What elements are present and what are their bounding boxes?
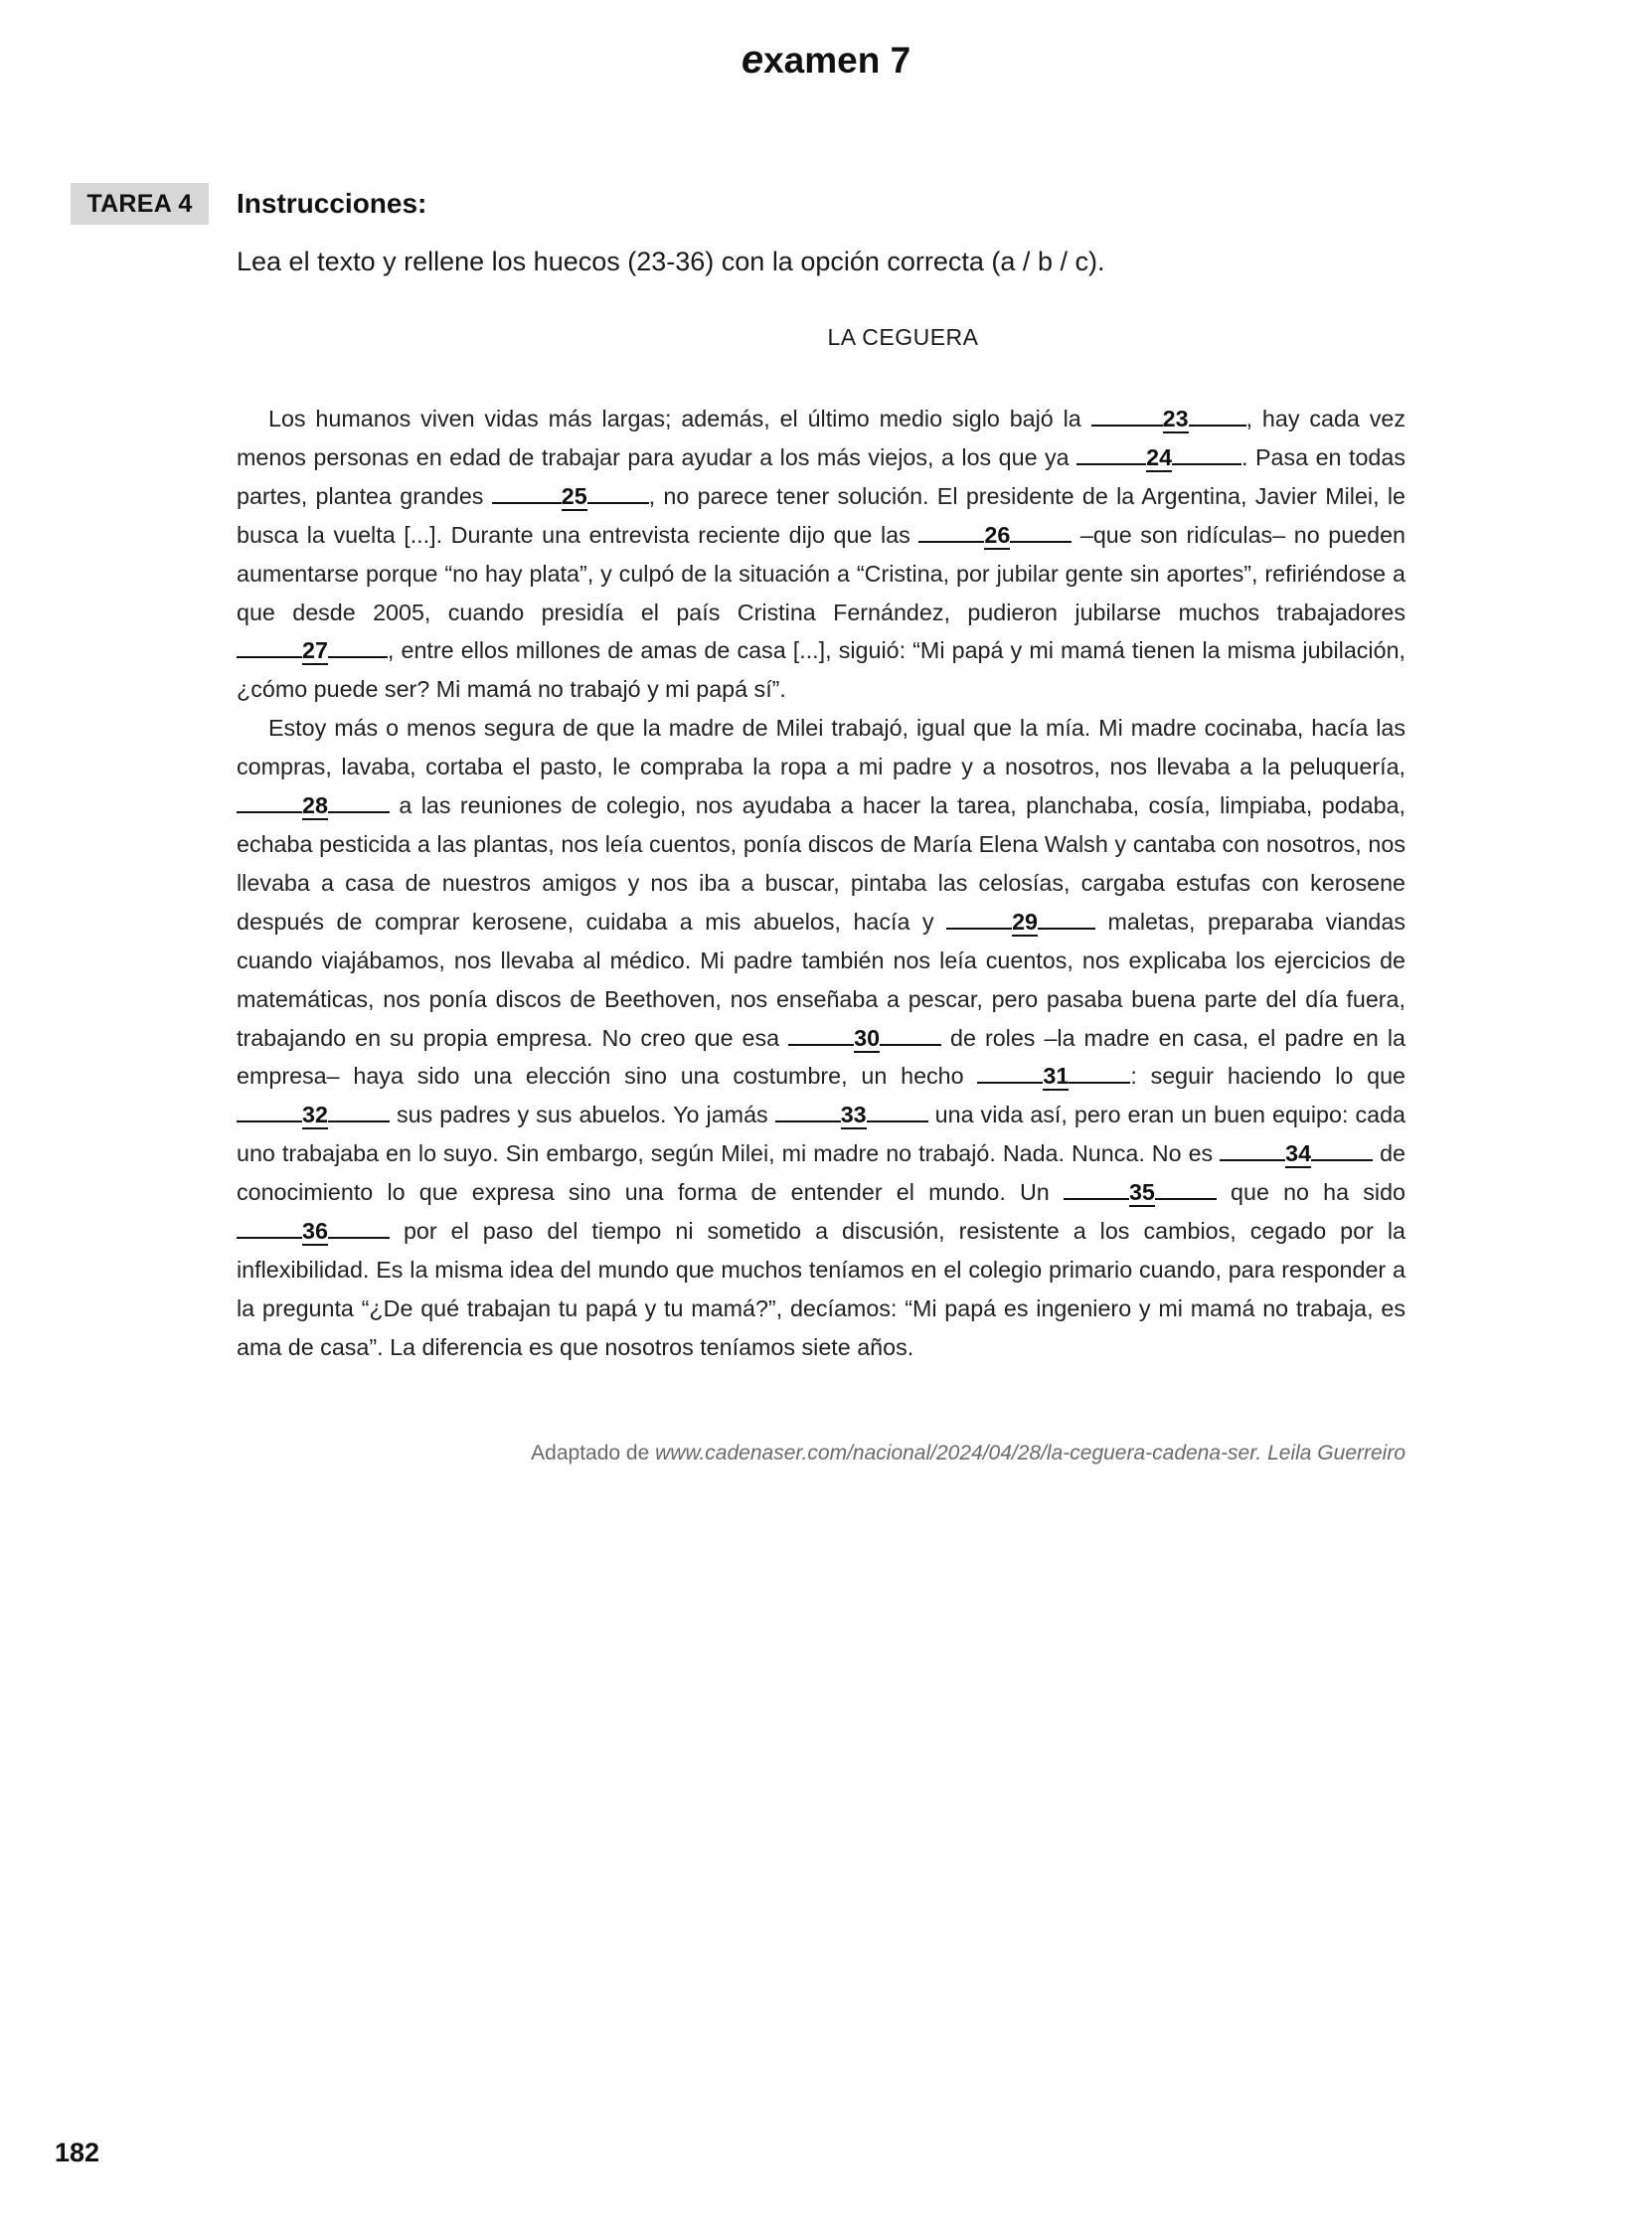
gap-number: 28	[302, 792, 328, 819]
text-segment: . Pasa en todas partes, plantea grandes	[237, 443, 1405, 509]
page-number: 182	[55, 2138, 100, 2167]
paragraph-2	[237, 709, 1405, 1366]
gap-number: 27	[302, 637, 328, 664]
gap-29[interactable]	[946, 909, 1095, 935]
instructions-text: Lea el texto y rellene los huecos (23-36) con la opción correcta (a / b / c).	[237, 247, 1105, 276]
gap-24[interactable]	[1076, 444, 1241, 470]
source-citation	[531, 1442, 1405, 1465]
passage-title: LA CEGUERA	[827, 324, 979, 350]
text-segment: Estoy más o menos segura de que la madre de Milei trabajó, igual que la mía. Mi madre cocinaba, hacía las compras, lavaba, cortaba el pasto, le compraba la ropa a mi padre y a nosotros, nos llevaba a la peluquería,	[237, 715, 1405, 780]
gap-number: 29	[1012, 908, 1038, 935]
passage	[237, 400, 1405, 1367]
text-segment: de roles –la madre en casa, el padre en la empresa– haya sido una elección sino una costumbre, un hecho	[237, 1024, 1406, 1090]
gap-30[interactable]	[788, 1025, 941, 1051]
text-segment: que no ha sido	[1216, 1179, 1406, 1206]
text-segment: Los humanos viven vidas más largas; además, el último medio siglo bajó la	[268, 406, 1091, 431]
source-prefix: Adaptado de	[531, 1442, 656, 1464]
gap-number: 35	[1128, 1179, 1155, 1206]
gap-28[interactable]	[237, 792, 390, 818]
text-segment: de conocimiento lo que expresa sino una forma de entender el mundo. Un	[237, 1140, 1406, 1206]
gap-31[interactable]	[977, 1063, 1130, 1089]
instructions-heading: Instrucciones:	[237, 188, 427, 219]
gap-34[interactable]	[1220, 1140, 1373, 1166]
gap-33[interactable]	[775, 1102, 928, 1127]
gap-number: 36	[302, 1218, 328, 1245]
text-segment: por el paso del tiempo ni sometido a discusión, resistente a los cambios, cegado por la inflexibilidad. Es la misma idea del mundo que muchos teníamos en el colegio primario cuando, para responder a la pregunta “¿De qué trabajan tu papá y tu mamá?”, decíamos: “Mi papá es ingeniero y mi mamá no trabaja, es ama de casa”. La diferencia es que nosotros teníamos siete años.	[237, 1218, 1405, 1360]
paragraph-1	[237, 400, 1405, 709]
gap-number: 34	[1285, 1140, 1312, 1167]
text-segment: sus padres y sus abuelos. Yo jamás	[389, 1102, 775, 1128]
page-title	[0, 38, 1652, 83]
text-segment: : seguir haciendo lo que	[1130, 1063, 1405, 1090]
title-text: xamen 7	[763, 40, 911, 81]
gap-27[interactable]	[237, 637, 388, 663]
gap-23[interactable]	[1091, 406, 1246, 431]
gap-number: 30	[854, 1024, 881, 1051]
text-segment: una vida así, pero eran un buen equipo: cada uno trabajaba en lo suyo. Sin embargo, según Milei, mi madre no trabajó. Nada. Nunca. No es	[237, 1102, 1405, 1167]
gap-number: 23	[1162, 406, 1189, 431]
gap-32[interactable]	[237, 1102, 390, 1127]
source-author: Leila Guerreiro	[1261, 1442, 1405, 1464]
text-segment: , hay cada vez menos personas en edad de trabajar para ayudar a los más viejos, a los que ya	[237, 406, 1405, 470]
gap-25[interactable]	[492, 483, 649, 509]
text-segment: a las reuniones de colegio, nos ayudaba a hacer la tarea, planchaba, cosía, limpiaba, podaba, echaba pesticida a las plantas, nos leía cuentos, ponía discos de María Elena Walsh y cantaba con nosotros, nos llevaba a casa de nuestros amigos y nos iba a buscar, pintaba las celosías, cargaba estufas con kerosene después de comprar kerosene, cuidaba a mis abuelos, hacía y	[237, 792, 1405, 935]
gap-number: 31	[1043, 1063, 1070, 1090]
gap-36[interactable]	[237, 1218, 390, 1244]
gap-number: 24	[1146, 443, 1173, 470]
text-segment: –que son ridículas– no pueden aumentarse porque “no hay plata”, y culpó de la situación a “Cristina, por jubilar gente sin aportes”, refiriéndose a que desde 2005, cuando presidía el país Cristina Fernández, pudieron jubilarse muchos trabajadores	[237, 521, 1405, 625]
source-url: www.cadenaser.com/nacional/2024/04/28/la-ceguera-cadena-ser.	[655, 1442, 1262, 1464]
task-label: TAREA 4	[71, 183, 209, 225]
gap-number: 26	[984, 521, 1011, 548]
text-segment: , entre ellos millones de amas de casa [...], siguió: “Mi papá y mi mamá tienen la misma jubilación, ¿cómo puede ser? Mi mamá no trabajó y mi papá sí”.	[237, 637, 1405, 703]
gap-number: 32	[302, 1102, 328, 1128]
gap-26[interactable]	[918, 522, 1072, 548]
brand-letter: e	[741, 38, 764, 82]
gap-35[interactable]	[1064, 1179, 1217, 1205]
text-segment: , no parece tener solución. El presidente de la Argentina, Javier Milei, le busca la vuelta [...]. Durante una entrevista reciente dijo que las	[237, 482, 1405, 548]
gap-number: 25	[561, 482, 587, 509]
text-segment: maletas, preparaba viandas cuando viajábamos, nos llevaba al médico. Mi padre también nos leía cuentos, nos explicaba los ejercicios de matemáticas, nos ponía discos de Beethoven, nos enseñaba a pescar, pero pasaba buena parte del día fuera, trabajando en su propia empresa. No creo que esa	[237, 908, 1405, 1051]
gap-number: 33	[840, 1102, 867, 1128]
